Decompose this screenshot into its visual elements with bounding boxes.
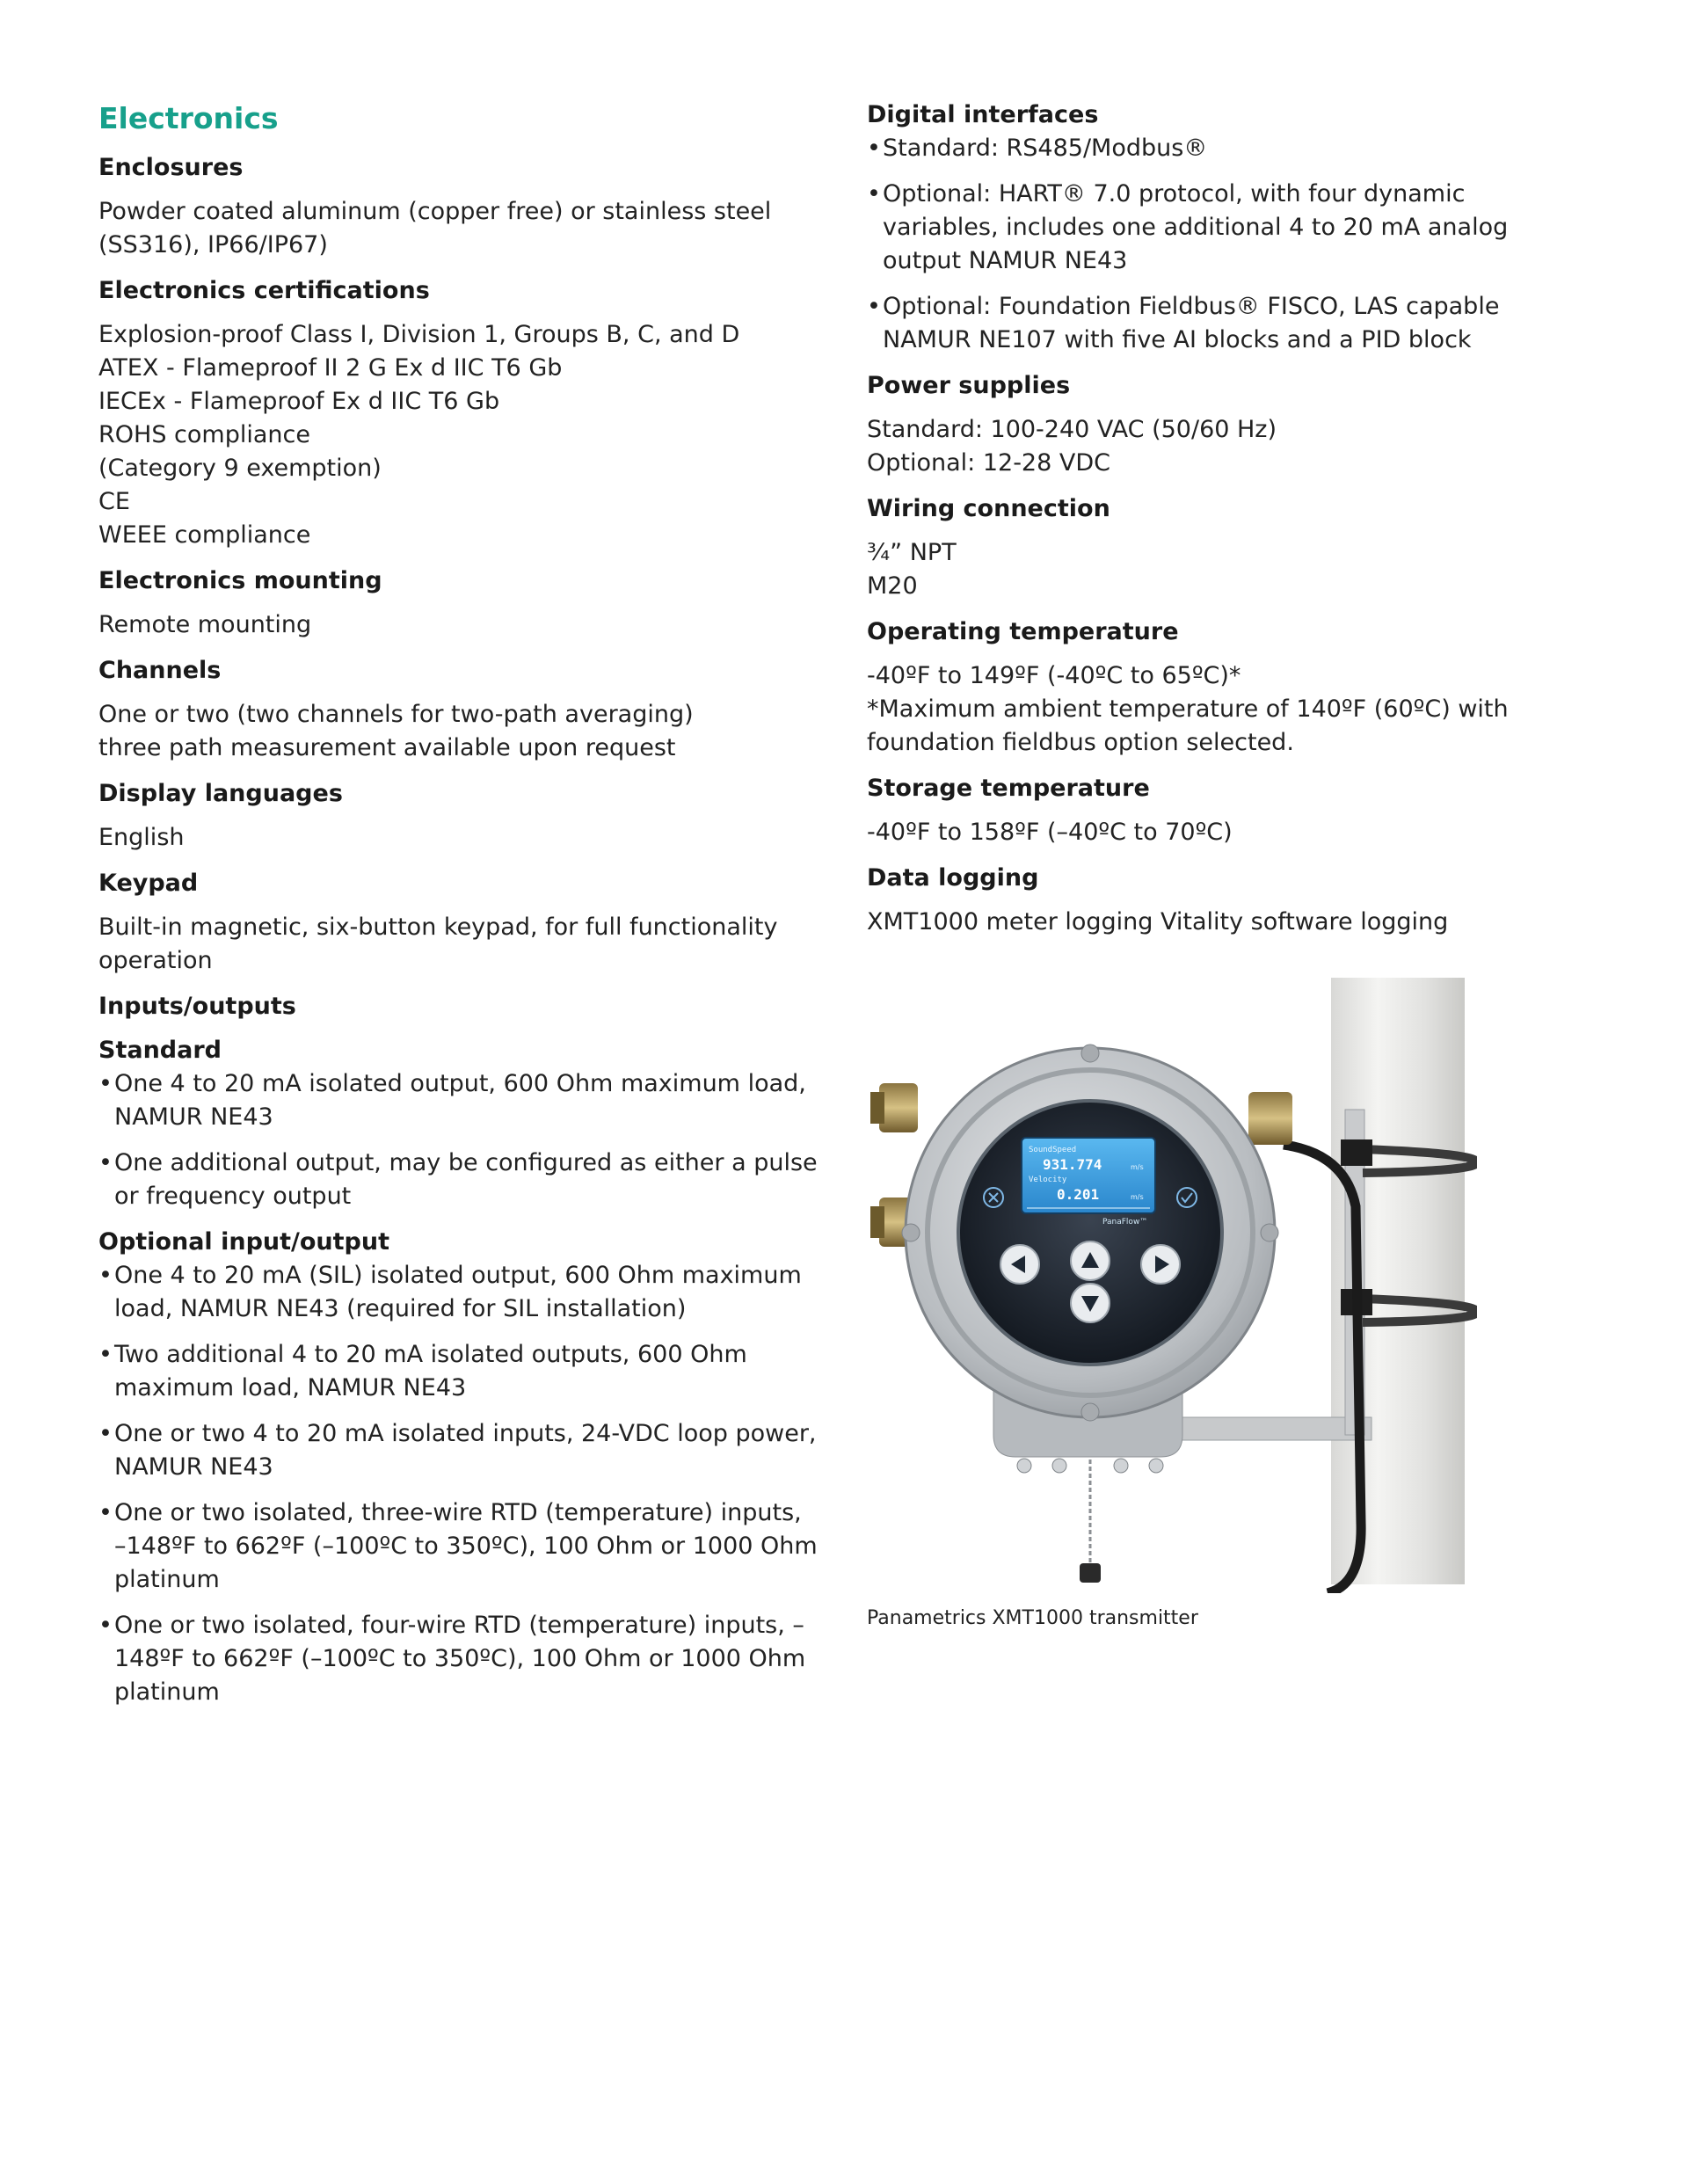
right-column xyxy=(867,98,1588,951)
languages-heading: Display languages xyxy=(98,780,343,807)
wiring-text: ¾” NPT M20 xyxy=(867,539,957,600)
io-standard-list xyxy=(98,1067,819,1213)
screen-unit-1: m/s xyxy=(1131,1163,1144,1171)
enclosures-text: Powder coated aluminum (copper free) or stainless steel (SS316), IP66/IP67) xyxy=(98,198,772,258)
screen-label-1: SoundSpeed xyxy=(1029,1146,1077,1154)
list-item: • One or two isolated, four-wire RTD (temperature) inputs, –148ºF to 662ºF (–100ºC to 350ºC), 100 Ohm or 1000 Ohm platinum xyxy=(98,1609,819,1709)
mounting-bracket xyxy=(1169,1417,1372,1440)
list-item: • Optional: Foundation Fieldbus® FISCO, LAS capable NAMUR NE107 with five AI blocks and a PID block xyxy=(867,290,1588,357)
operating-heading: Operating temperature xyxy=(867,618,1179,645)
certifications-heading: Electronics certifications xyxy=(98,277,430,304)
power-heading: Power supplies xyxy=(867,372,1071,399)
languages-text: English xyxy=(98,824,185,851)
list-item: • One additional output, may be configured as either a pulse or frequency output xyxy=(98,1147,819,1213)
screen-unit-2: m/s xyxy=(1131,1193,1144,1201)
list-item: • One 4 to 20 mA (SIL) isolated output, 600 Ohm maximum load, NAMUR NE43 (required for SIL installation) xyxy=(98,1259,819,1326)
section-title: Electronics xyxy=(98,101,279,135)
keypad-heading: Keypad xyxy=(98,870,199,897)
screen-value-1: 931.774 xyxy=(1043,1156,1102,1173)
mounting-heading: Electronics mounting xyxy=(98,567,382,594)
digital-list xyxy=(867,132,1588,357)
list-item: • One 4 to 20 mA isolated output, 600 Ohm maximum load, NAMUR NE43 xyxy=(98,1067,819,1134)
certifications-text: Explosion-proof Class I, Division 1, Groups B, C, and D ATEX - Flameproof II 2 G Ex d IIC T6 Gb IECEx - Flameproof Ex d IIC T6 Gb ROHS compliance (Category 9 exemption) CE WEEE compliance xyxy=(98,321,740,549)
list-item: • One or two isolated, three-wire RTD (temperature) inputs, –148ºF to 662ºF (–100ºC to 350ºC), 100 Ohm or 1000 Ohm platinum xyxy=(98,1496,819,1597)
digital-heading: Digital interfaces xyxy=(867,101,1099,128)
power-text: Standard: 100-240 VAC (50/60 Hz) Optional: 12-28 VDC xyxy=(867,416,1277,477)
io-optional-heading: Optional input/output xyxy=(98,1228,390,1256)
logging-heading: Data logging xyxy=(867,864,1039,892)
channels-heading: Channels xyxy=(98,657,222,684)
io-standard-heading: Standard xyxy=(98,1037,222,1064)
product-photo xyxy=(870,978,1477,1593)
list-item: • One or two 4 to 20 mA isolated inputs, 24-VDC loop power, NAMUR NE43 xyxy=(98,1417,819,1484)
enclosures-heading: Enclosures xyxy=(98,154,244,181)
io-heading: Inputs/outputs xyxy=(98,993,296,1020)
mounting-text: Remote mounting xyxy=(98,611,312,638)
list-item: • Two additional 4 to 20 mA isolated outputs, 600 Ohm maximum load, NAMUR NE43 xyxy=(98,1338,819,1405)
storage-text: -40ºF to 158ºF (–40ºC to 70ºC) xyxy=(867,819,1233,846)
cable-gland-left-top xyxy=(879,1083,918,1132)
cable-gland-right xyxy=(1248,1092,1292,1145)
logging-text: XMT1000 meter logging Vitality software logging xyxy=(867,908,1449,935)
storage-heading: Storage temperature xyxy=(867,775,1150,802)
screen-brand: PanaFlow™ xyxy=(1102,1218,1148,1227)
channels-text: One or two (two channels for two-path averaging) three path measurement available upon request xyxy=(98,701,694,761)
list-item: • Standard: RS485/Modbus® xyxy=(867,132,1588,165)
operating-text: -40ºF to 149ºF (-40ºC to 65ºC)* *Maximum ambient temperature of 140ºF (60ºC) with foundation fieldbus option selected. xyxy=(867,662,1509,756)
screen-value-2: 0.201 xyxy=(1057,1186,1100,1203)
keypad-text: Built-in magnetic, six-button keypad, for full functionality operation xyxy=(98,914,778,974)
wiring-heading: Wiring connection xyxy=(867,495,1110,522)
list-item: • Optional: HART® 7.0 protocol, with four dynamic variables, includes one additional 4 to 20 mA analog output NAMUR NE43 xyxy=(867,178,1588,278)
left-column xyxy=(98,98,819,1722)
screen-label-2: Velocity xyxy=(1029,1176,1067,1184)
photo-caption: Panametrics XMT1000 transmitter xyxy=(867,1607,1198,1629)
tag xyxy=(1080,1563,1101,1583)
io-optional-list xyxy=(98,1259,819,1709)
